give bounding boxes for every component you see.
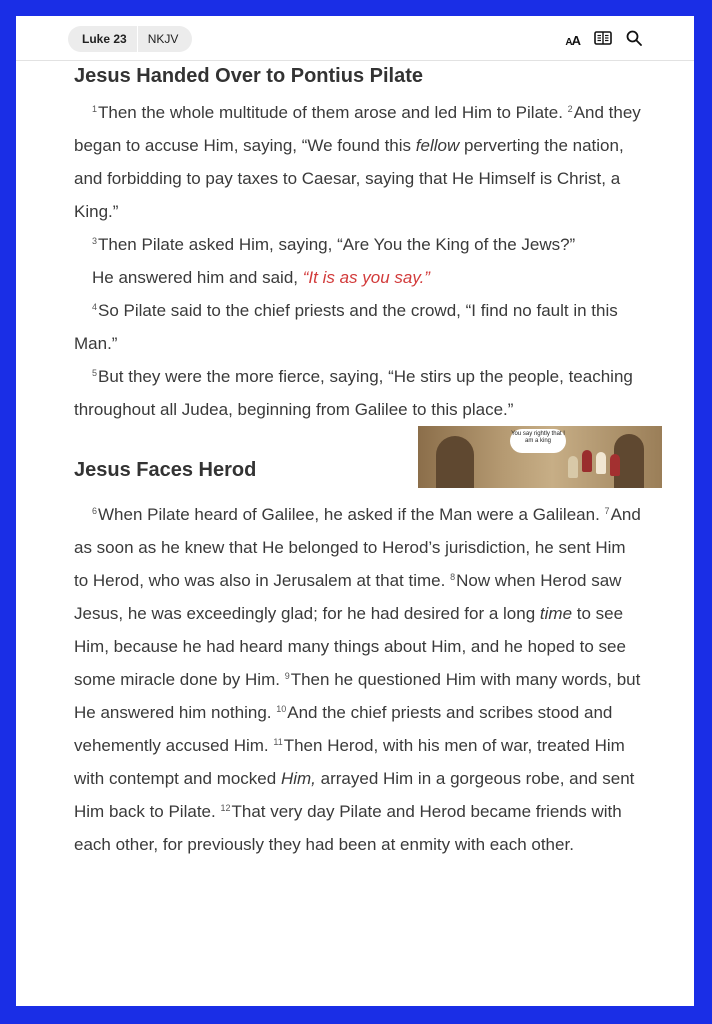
aa-icon[interactable]: AA (565, 33, 580, 48)
verse-number[interactable]: 11 (273, 737, 283, 747)
verse-number[interactable]: 5 (92, 368, 98, 378)
paragraph (74, 96, 644, 228)
verse-text: When Pilate heard of Galilee, he asked if the Man were a Galilean. (98, 505, 600, 524)
words-of-jesus (303, 268, 430, 287)
verse-number[interactable]: 6 (92, 506, 98, 516)
verse-text: And they began to accuse Him, saying, “We found this (74, 103, 641, 155)
verse-text: And as soon as he knew that He belonged to Herod’s jurisdiction, he sent Him to Herod, who was also in Jerusalem at that time. (74, 505, 641, 590)
figure-shape (610, 454, 620, 476)
paragraph (74, 360, 644, 426)
paragraph (74, 294, 644, 360)
verse-text: He answered him and said, (92, 268, 303, 287)
section2-header (74, 426, 644, 498)
verse-number[interactable]: 4 (92, 302, 98, 312)
speech-bubble: You say rightly that I am a king (510, 429, 566, 453)
verse-text: So Pilate said to the chief priests and the crowd, “I find no fault in this Man.” (74, 301, 618, 353)
book-icon[interactable] (594, 31, 612, 50)
section-heading: Jesus Handed Over to Pontius Pilate (74, 65, 423, 87)
verse-number[interactable]: 12 (220, 803, 231, 813)
section-heading: Jesus Faces Herod (74, 459, 257, 481)
verse-number[interactable]: 10 (276, 704, 287, 714)
search-icon[interactable] (626, 30, 642, 51)
verse-text: But they were the more fierce, saying, “He stirs up the people, teaching throughout all Judea, beginning from Galilee to this place.” (74, 367, 633, 419)
italic-word: time (539, 604, 573, 623)
italic-word: Him, (280, 769, 316, 788)
figure-shape (568, 456, 578, 478)
top-bar (16, 16, 694, 61)
verse-text: That very day Pilate and Herod became friends with each other, for previously they had been at enmity with each other. (74, 802, 622, 854)
verse-text: to see Him, because he had heard many things about Him, and he hoped to see some miracle done by Him. (74, 604, 626, 689)
verse-text: Now when Herod saw Jesus, he was exceedingly glad; for he had desired for a long (74, 571, 622, 623)
reader-page (16, 16, 694, 1006)
chapter-button[interactable]: Luke 23 (82, 32, 127, 46)
paragraph (74, 261, 644, 294)
version-button[interactable]: NKJV (147, 32, 179, 46)
verse-number[interactable]: 3 (92, 236, 98, 246)
verse-text: perverting the nation, and forbidding to pay taxes to Caesar, saying that He Himself is Christ, a King.” (74, 136, 624, 221)
paragraph (74, 228, 644, 261)
italic-word: fellow (415, 136, 460, 155)
arch-shape (436, 436, 474, 488)
figure-shape (596, 452, 606, 474)
verse-number[interactable]: 9 (284, 671, 290, 681)
verse-text: Then Pilate asked Him, saying, “Are You the King of the Jews?” (98, 235, 576, 254)
verse-number[interactable]: 7 (604, 506, 610, 516)
toolbar (565, 30, 642, 51)
verse-number[interactable]: 1 (92, 104, 98, 114)
verse-text: Then Herod, with his men of war, treated Him with contempt and mocked (74, 736, 625, 788)
paragraph (74, 498, 644, 861)
verse-text: arrayed Him in a gorgeous robe, and sent Him back to Pilate. (74, 769, 635, 821)
verse-text: Then the whole multitude of them arose and led Him to Pilate. (98, 103, 563, 122)
words-of-jesus-text: “It is as you say.” (302, 268, 430, 287)
verse-number[interactable]: 2 (567, 104, 573, 114)
chapter-version-selector[interactable] (68, 26, 192, 52)
verse-text: Then he questioned Him with many words, but He answered him nothing. (74, 670, 641, 722)
figure-shape (582, 450, 592, 472)
video-thumbnail[interactable] (418, 426, 662, 488)
verse-number[interactable]: 8 (450, 572, 456, 582)
chapter-content (74, 56, 644, 861)
verse-text: And the chief priests and scribes stood and vehemently accused Him. (74, 703, 613, 755)
